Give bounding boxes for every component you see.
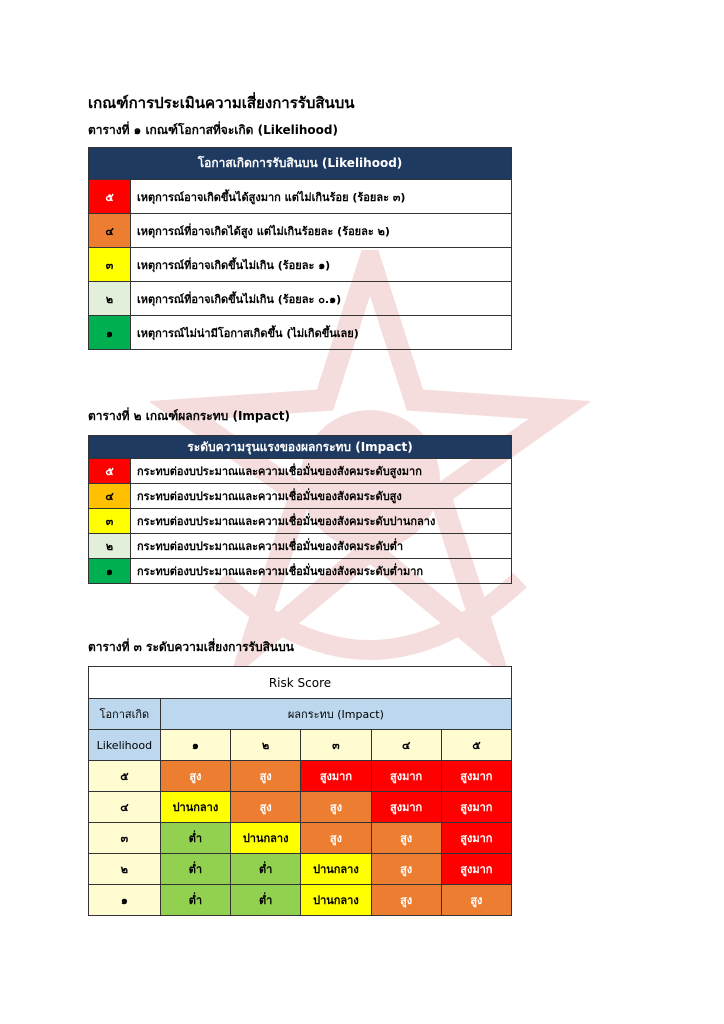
impact-desc-5: กระทบต่องบประมาณและความเชื่อมั่นของสังคมระดับสูงมาก: [131, 459, 512, 484]
likelihood-level-4: ๔: [89, 214, 131, 248]
risk-cell: สูง: [160, 761, 230, 792]
likelihood-desc-4: เหตุการณ์ที่อาจเกิดได้สูง แต่ไม่เกินร้อยละ (ร้อยละ ๒): [131, 214, 512, 248]
impact-desc-2: กระทบต่องบประมาณและความเชื่อมั่นของสังคมระดับต่ำ: [131, 534, 512, 559]
matrix-body: [89, 761, 512, 916]
table-row: [89, 282, 512, 316]
risk-cell: ปานกลาง: [301, 885, 371, 916]
likelihood-desc-5: เหตุการณ์อาจเกิดขึ้นได้สูงมาก แต่ไม่เกินร้อย (ร้อยละ ๓): [131, 180, 512, 214]
risk-cell: สูงมาก: [441, 761, 511, 792]
page-heading: เกณฑ์การประเมินความเสี่ยงการรับสินบน: [88, 94, 355, 112]
impact-desc-4: กระทบต่องบประมาณและความเชื่อมั่นของสังคมระดับสูง: [131, 484, 512, 509]
table-row: [89, 559, 512, 584]
table-row: [89, 214, 512, 248]
likelihood-level-3: ๓: [89, 248, 131, 282]
risk-cell: ต่ำ: [160, 885, 230, 916]
matrix-likelihood-level: ๔: [89, 792, 161, 823]
table-row: [89, 534, 512, 559]
risk-cell: สูง: [441, 885, 511, 916]
risk-score-matrix: [88, 666, 512, 916]
likelihood-table: [88, 147, 512, 350]
likelihood-desc-3: เหตุการณ์ที่อาจเกิดขึ้นไม่เกิน (ร้อยละ ๑): [131, 248, 512, 282]
risk-cell: ปานกลาง: [160, 792, 230, 823]
risk-cell: สูง: [371, 823, 441, 854]
impact-level-3: ๓: [89, 509, 131, 534]
risk-cell: ต่ำ: [231, 885, 301, 916]
risk-cell: สูงมาก: [371, 761, 441, 792]
likelihood-level-2: ๒: [89, 282, 131, 316]
impact-level-4: ๔: [89, 484, 131, 509]
impact-level-header: ๓: [301, 730, 371, 761]
risk-cell: สูงมาก: [371, 792, 441, 823]
table-row: [89, 316, 512, 350]
matrix-likelihood-level: ๒: [89, 854, 161, 885]
risk-cell: ต่ำ: [160, 854, 230, 885]
table-row: [89, 459, 512, 484]
impact-level-header: ๑: [160, 730, 230, 761]
matrix-likelihood-level: ๕: [89, 761, 161, 792]
risk-cell: ปานกลาง: [231, 823, 301, 854]
risk-cell: ปานกลาง: [301, 854, 371, 885]
likelihood-label-thai: โอกาสเกิด: [89, 699, 161, 730]
matrix-likelihood-level: ๓: [89, 823, 161, 854]
risk-score-title: Risk Score: [89, 667, 512, 699]
impact-level-header: ๕: [441, 730, 511, 761]
table2-caption: ตารางที่ ๒ เกณฑ์ผลกระทบ (Impact): [88, 409, 290, 423]
impact-desc-1: กระทบต่องบประมาณและความเชื่อมั่นของสังคมระดับต่ำมาก: [131, 559, 512, 584]
table-row: [89, 761, 512, 792]
risk-cell: สูงมาก: [441, 854, 511, 885]
likelihood-desc-2: เหตุการณ์ที่อาจเกิดขึ้นไม่เกิน (ร้อยละ ๐.๑): [131, 282, 512, 316]
impact-level-5: ๕: [89, 459, 131, 484]
risk-cell: สูง: [371, 854, 441, 885]
table-row: [89, 180, 512, 214]
impact-level-header: ๔: [371, 730, 441, 761]
likelihood-table-header: โอกาสเกิดการรับสินบน (Likelihood): [89, 148, 512, 180]
table-row: [89, 509, 512, 534]
impact-label: ผลกระทบ (Impact): [160, 699, 511, 730]
table-row: [89, 823, 512, 854]
impact-table-header: ระดับความรุนแรงของผลกระทบ (Impact): [89, 436, 512, 459]
impact-table: [88, 435, 512, 584]
matrix-likelihood-level: ๑: [89, 885, 161, 916]
table-row: [89, 854, 512, 885]
table-row: [89, 248, 512, 282]
risk-cell: ต่ำ: [160, 823, 230, 854]
risk-cell: สูง: [371, 885, 441, 916]
likelihood-level-1: ๑: [89, 316, 131, 350]
impact-level-header: ๒: [231, 730, 301, 761]
risk-cell: สูง: [301, 792, 371, 823]
table1-caption: ตารางที่ ๑ เกณฑ์โอกาสที่จะเกิด (Likelihood): [88, 123, 338, 137]
risk-cell: สูงมาก: [441, 792, 511, 823]
risk-cell: สูงมาก: [301, 761, 371, 792]
impact-level-2: ๒: [89, 534, 131, 559]
risk-cell: สูง: [231, 792, 301, 823]
risk-cell: สูงมาก: [441, 823, 511, 854]
table-row: [89, 484, 512, 509]
risk-cell: ต่ำ: [231, 854, 301, 885]
table-row: [89, 792, 512, 823]
likelihood-desc-1: เหตุการณ์ไม่น่ามีโอกาสเกิดขึ้น (ไม่เกิดขึ้นเลย): [131, 316, 512, 350]
table3-caption: ตารางที่ ๓ ระดับความเสี่ยงการรับสินบน: [88, 640, 294, 654]
impact-level-1: ๑: [89, 559, 131, 584]
table-row: [89, 885, 512, 916]
impact-desc-3: กระทบต่องบประมาณและความเชื่อมั่นของสังคมระดับปานกลาง: [131, 509, 512, 534]
risk-cell: สูง: [301, 823, 371, 854]
risk-cell: สูง: [231, 761, 301, 792]
likelihood-level-5: ๕: [89, 180, 131, 214]
likelihood-label-english: Likelihood: [89, 730, 161, 761]
